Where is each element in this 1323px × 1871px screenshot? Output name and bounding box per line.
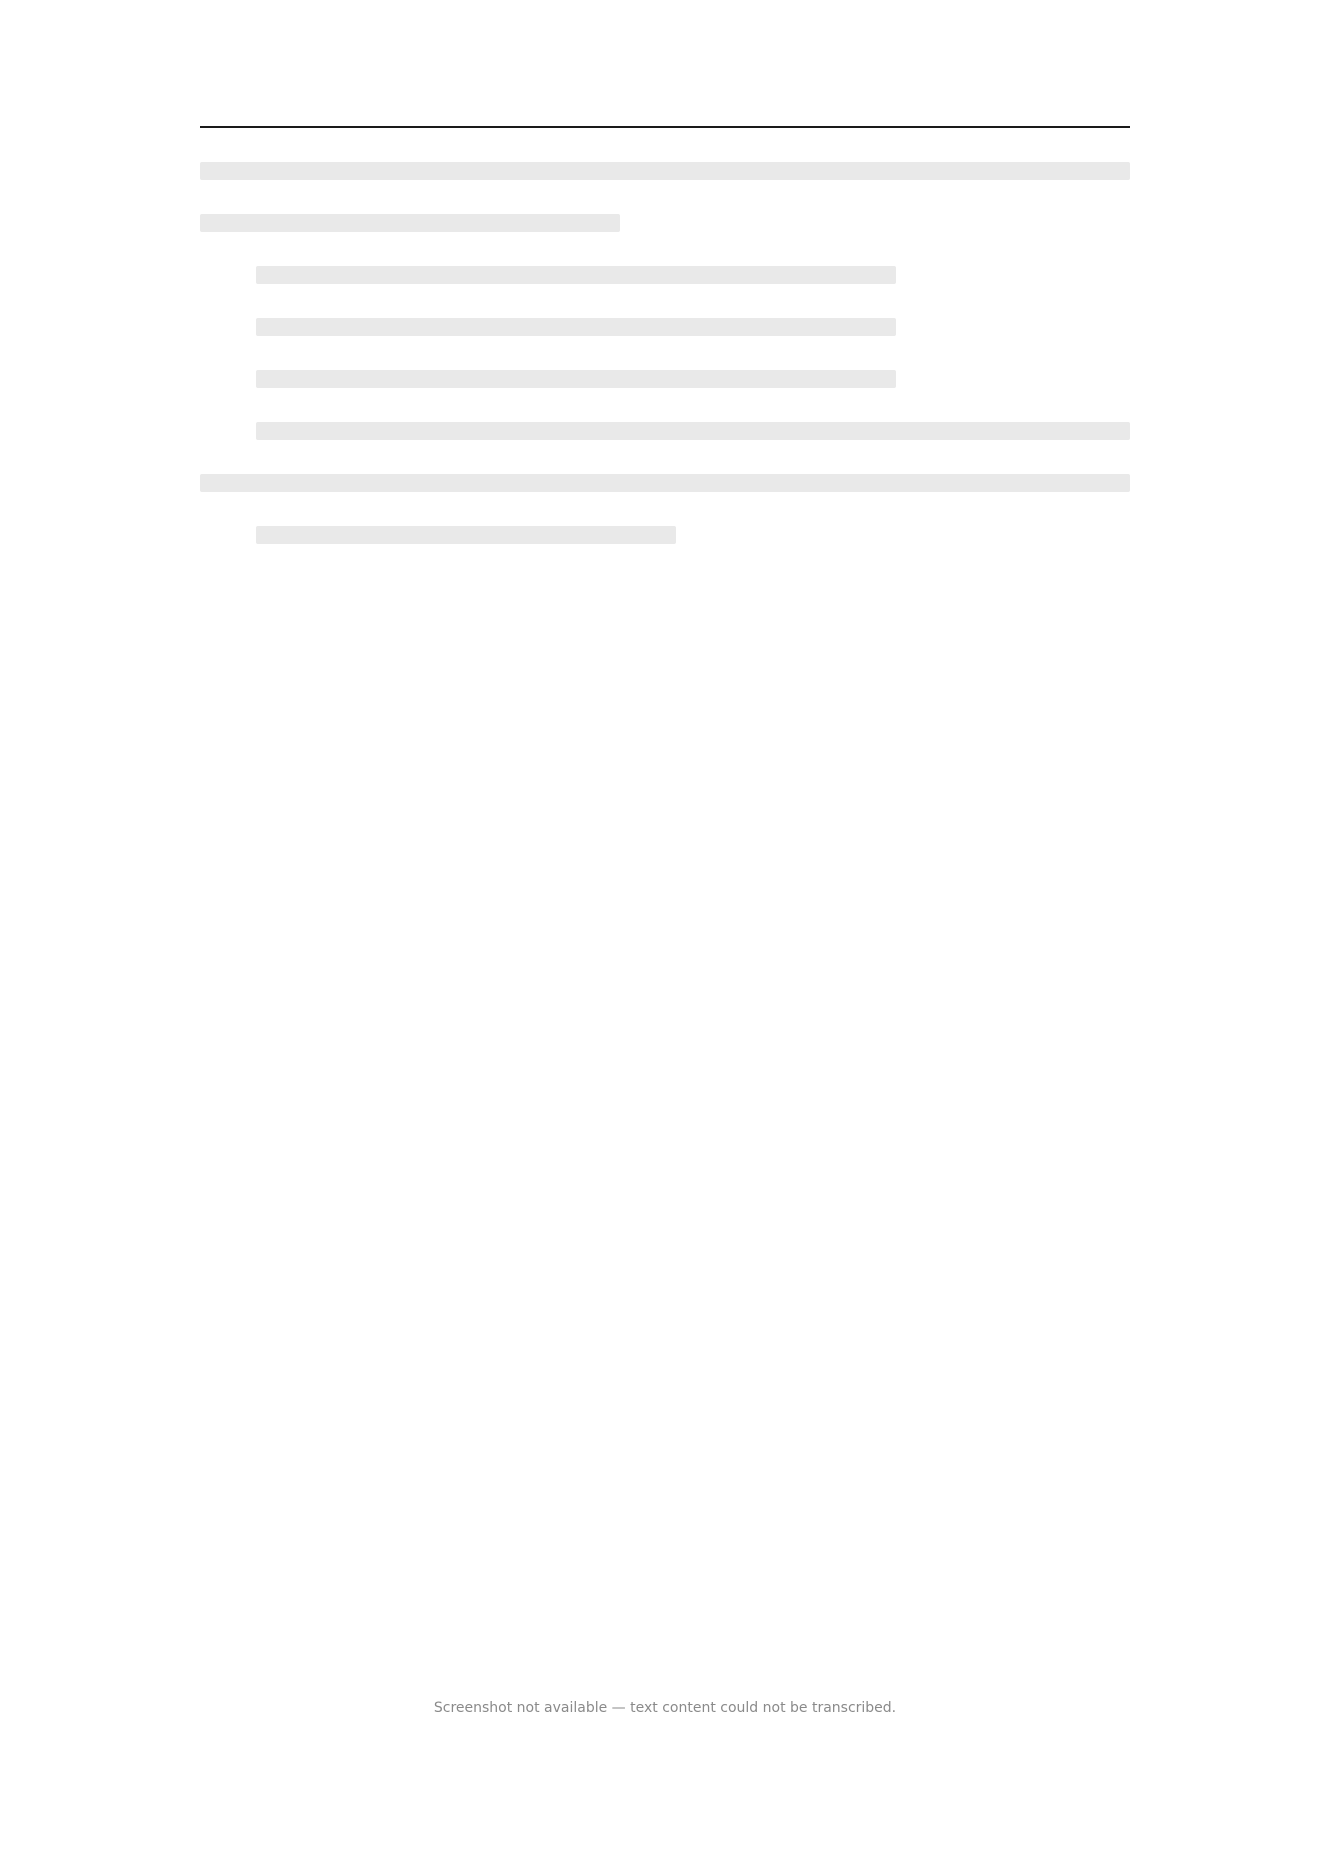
text-line-placeholder [200,474,1130,492]
page-number [611,1742,711,1762]
running-header [200,92,1130,128]
text-line-placeholder [256,370,896,388]
text-line-placeholder [256,526,676,544]
text-line-placeholder [256,318,896,336]
missing-source-notice: Screenshot not available — text content could not be transcribed. [433,1700,897,1716]
text-line-placeholder [200,162,1130,180]
text-line-placeholder [256,266,896,284]
text-line-placeholder [256,422,1130,440]
body-text [200,162,1130,1682]
text-line-placeholder [200,214,620,232]
